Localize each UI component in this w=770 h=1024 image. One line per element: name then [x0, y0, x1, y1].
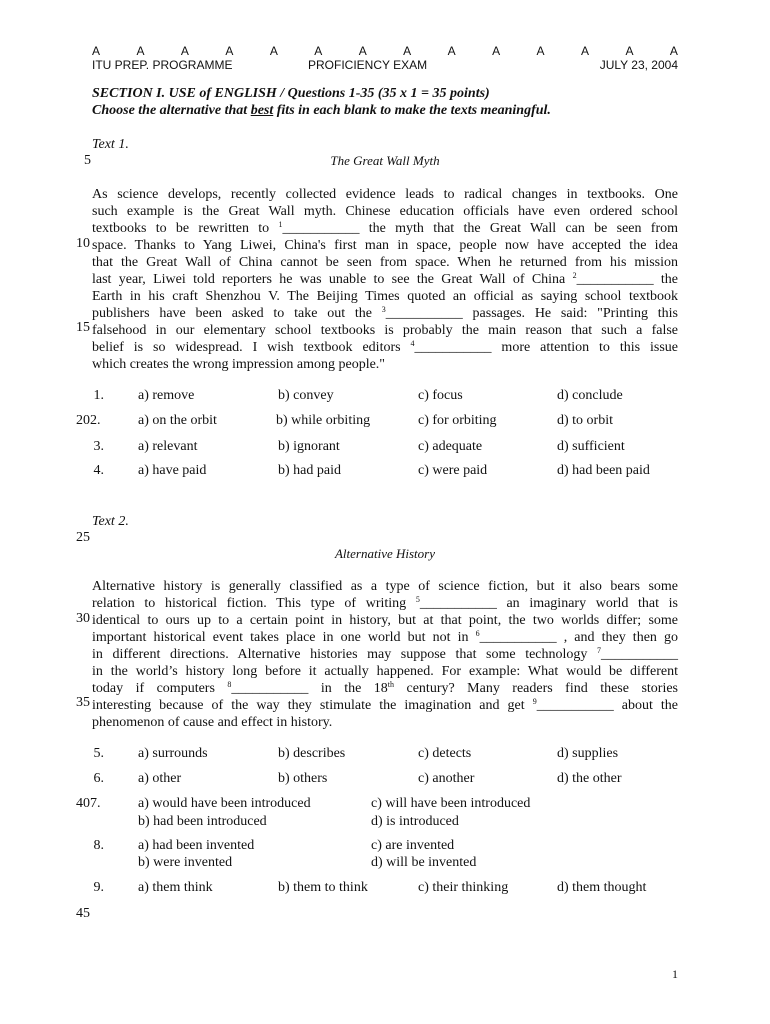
- option-d[interactable]: d) them thought: [557, 880, 647, 895]
- option-a[interactable]: a) them think: [138, 880, 213, 895]
- option-c[interactable]: c) are invented: [371, 838, 455, 853]
- question-1: [0, 388, 770, 405]
- header-letter: A: [269, 44, 278, 58]
- blank-marker: 1: [278, 220, 283, 229]
- header-letter: A: [669, 44, 678, 58]
- option-c[interactable]: c) detects: [418, 746, 472, 761]
- option-a[interactable]: a) would have been introduced: [138, 796, 311, 811]
- line-number: 10: [76, 236, 90, 251]
- line-number: 25: [76, 530, 90, 545]
- blank-marker: 9: [532, 697, 537, 706]
- option-a[interactable]: a) relevant: [138, 439, 198, 454]
- option-c[interactable]: c) adequate: [418, 439, 483, 454]
- option-d[interactable]: d) is introduced: [371, 814, 459, 829]
- question-number: 5.: [93, 746, 104, 761]
- question-number: 7.: [90, 796, 101, 811]
- question-number: 3.: [93, 439, 104, 454]
- option-a[interactable]: a) other: [138, 771, 182, 786]
- question-2: [0, 413, 770, 430]
- question-8: [0, 838, 770, 874]
- passage-line: textbooks to be rewritten to $^1$___________ the myth that the Great Wall can be seen from: [92, 220, 678, 236]
- blank-marker: 7: [597, 646, 601, 655]
- question-5: [0, 746, 770, 763]
- question-7: [0, 796, 770, 832]
- header-letter: A: [358, 44, 367, 58]
- option-d[interactable]: d) conclude: [557, 388, 623, 403]
- blank-marker: 6: [475, 629, 480, 638]
- question-number: 9.: [93, 880, 104, 895]
- question-number: 6.: [93, 771, 104, 786]
- passage-line: publishers have been asked to take out the $^3$___________ passages. He said: "Printing this: [92, 305, 679, 321]
- line-number: 45: [76, 906, 90, 921]
- option-c[interactable]: c) will have been introduced: [371, 796, 531, 811]
- passage-line: relation to historical fiction. This type of writing $^5$___________ an imaginary world that is: [92, 595, 679, 611]
- option-b[interactable]: b) describes: [278, 746, 346, 761]
- option-a[interactable]: a) have paid: [138, 463, 207, 478]
- option-d[interactable]: d) will be invented: [371, 855, 477, 870]
- line-number: 40: [76, 796, 90, 811]
- passage-line: interesting because of the way they stimulate the imagination and get $^9$___________ about the: [92, 697, 678, 713]
- question-number: 8.: [93, 838, 104, 853]
- instruction-text: Choose the alternative that: [92, 103, 251, 118]
- passage-line: phenomenon of cause and effect in history.: [92, 715, 333, 730]
- option-d[interactable]: d) sufficient: [557, 439, 625, 454]
- passage-line: in different directions. Alternative histories may suppose that some technology $^7$___________: [92, 646, 678, 662]
- option-d[interactable]: d) supplies: [557, 746, 619, 761]
- question-number: 4.: [93, 463, 104, 478]
- option-b[interactable]: b) ignorant: [278, 439, 340, 454]
- passage-line: Earth in his craft Shenzhou V. The Beijing Times quoted an official as saying school textbook: [92, 289, 678, 304]
- option-d[interactable]: d) the other: [557, 771, 622, 786]
- option-c[interactable]: c) another: [418, 771, 475, 786]
- header-letter: A: [314, 44, 323, 58]
- blank-marker: 2: [572, 271, 577, 280]
- passage-line: that the Great Wall of China cannot be seen from space. When he returned from his mission: [92, 255, 678, 270]
- passage-line: today if computers $^8$___________ in the 18th century? Many readers find these stories: [92, 680, 678, 696]
- header-letter: A: [625, 44, 634, 58]
- question-3: [0, 439, 770, 456]
- header-letter: A: [180, 44, 189, 58]
- question-6: [0, 771, 770, 788]
- header-letter: A: [447, 44, 456, 58]
- header-letter: A: [225, 44, 234, 58]
- question-9: [0, 880, 770, 897]
- program-name: ITU PREP. PROGRAMME: [92, 58, 233, 72]
- passage-line: in the world’s history long before it actually happened. For example: What would be different: [92, 664, 678, 679]
- line-number: 15: [76, 320, 90, 335]
- option-a[interactable]: a) on the orbit: [138, 413, 217, 428]
- passage-line: which creates the wrong impression among people.": [92, 357, 386, 372]
- header-letter: A: [580, 44, 589, 58]
- blank-marker: 8: [227, 680, 232, 689]
- option-a[interactable]: a) had been invented: [138, 838, 255, 853]
- exam-date: JULY 23, 2004: [599, 58, 678, 72]
- blank-marker: 5: [415, 595, 420, 604]
- option-b[interactable]: b) while orbiting: [276, 413, 371, 428]
- question-number: 2.: [90, 413, 101, 428]
- page-number: 1: [672, 967, 678, 981]
- header-letter: A: [136, 44, 145, 58]
- option-d[interactable]: d) had been paid: [557, 463, 650, 478]
- header-letter: A: [492, 44, 501, 58]
- option-b[interactable]: b) had paid: [278, 463, 341, 478]
- header-letter-row: [92, 44, 678, 58]
- passage-line: space. Thanks to Yang Liwei, China's first man in space, people now have accepted the idea: [92, 238, 678, 253]
- blank-marker: 4: [410, 339, 415, 348]
- question-4: [0, 463, 770, 480]
- passage-line: important historical event takes place in one world but not in $^6$___________ , and they then go: [92, 629, 678, 645]
- option-c[interactable]: c) were paid: [418, 463, 488, 478]
- option-b[interactable]: b) others: [278, 771, 328, 786]
- header-letter: A: [92, 44, 101, 58]
- text2-label: Text 2.: [92, 514, 129, 529]
- section-instruction: [92, 103, 551, 119]
- option-b[interactable]: b) them to think: [278, 880, 368, 895]
- option-a[interactable]: a) remove: [138, 388, 195, 403]
- line-number: 20: [76, 413, 90, 428]
- passage-line: such example is the Great Wall myth. Chinese education officials have even ordered school: [92, 204, 678, 219]
- passage-line: Alternative history is generally classified as a type of science fiction, but it also bears some: [92, 579, 678, 594]
- line-number: 5: [84, 153, 91, 168]
- header-letter: A: [403, 44, 412, 58]
- text2-title: Alternative History: [334, 546, 435, 561]
- line-number: 35: [76, 695, 90, 710]
- option-c[interactable]: c) for orbiting: [418, 413, 497, 428]
- blank-marker: 3: [381, 305, 386, 314]
- option-b[interactable]: b) were invented: [138, 855, 233, 870]
- option-c[interactable]: c) their thinking: [418, 880, 509, 895]
- text1-label: Text 1.: [92, 137, 129, 152]
- header-letter: A: [536, 44, 545, 58]
- option-a[interactable]: a) surrounds: [138, 746, 208, 761]
- instruction-emphasis: best: [250, 103, 274, 118]
- passage-line: As science develops, recently collected evidence leads to radical changes in textbooks. One: [92, 187, 678, 202]
- exam-name: PROFICIENCY EXAM: [308, 58, 428, 72]
- passage-line: belief is so widespread. I wish textbook editors $^4$___________ more attention to this issue: [92, 339, 678, 355]
- option-c[interactable]: c) focus: [418, 388, 463, 403]
- ordinal-suffix: th: [387, 680, 395, 689]
- section-title: SECTION I. USE of ENGLISH / Questions 1-35 (35 x 1 = 35 points): [92, 86, 490, 101]
- passage-line: identical to ours up to a certain point in history, but at that point, the two worlds differ; some: [92, 613, 678, 628]
- text1-title: The Great Wall Myth: [330, 153, 440, 168]
- header-info-row: [92, 58, 678, 74]
- passage-line: falsehood in our elementary school textbooks is probably the main reason that such a false: [92, 323, 678, 338]
- option-d[interactable]: d) to orbit: [557, 413, 613, 428]
- line-number: 30: [76, 611, 90, 626]
- question-number: 1.: [93, 388, 104, 403]
- passage-line: last year, Liwei told reporters he was unable to see the Great Wall of China $^2$___________ the: [92, 271, 678, 287]
- option-b[interactable]: b) had been introduced: [138, 814, 267, 829]
- option-b[interactable]: b) convey: [278, 388, 334, 403]
- instruction-text: fits in each blank to make the texts meaningful.: [273, 103, 551, 118]
